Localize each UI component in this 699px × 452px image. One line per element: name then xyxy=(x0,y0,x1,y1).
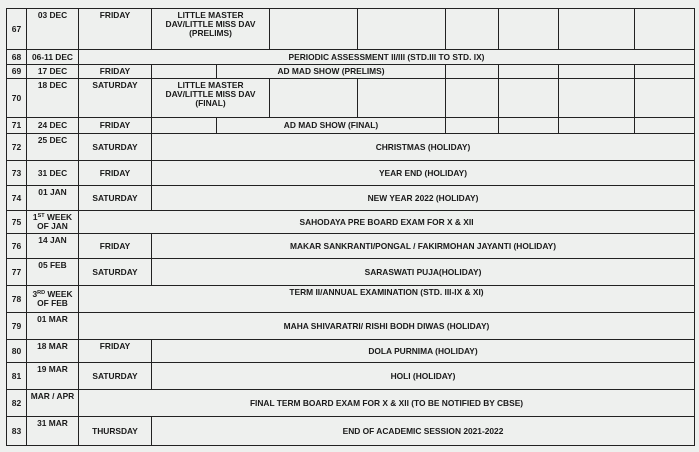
row-number: 70 xyxy=(7,79,27,118)
empty-cell xyxy=(559,118,635,134)
table-row xyxy=(7,161,695,186)
row-date: 18 DEC xyxy=(27,79,79,118)
row-number: 73 xyxy=(7,161,27,186)
row-date: 24 DEC xyxy=(27,118,79,134)
row-day: FRIDAY xyxy=(79,161,152,186)
table-row xyxy=(7,50,695,65)
date-week-text: WEEK OF JAN xyxy=(37,212,73,231)
row-day: FRIDAY xyxy=(79,9,152,50)
empty-cell xyxy=(358,79,446,118)
empty-cell xyxy=(358,9,446,50)
empty-cell xyxy=(559,79,635,118)
row-number: 81 xyxy=(7,363,27,390)
table-row xyxy=(7,390,695,417)
row-date: 06-11 DEC xyxy=(27,50,79,65)
row-number: 77 xyxy=(7,259,27,286)
row-date: 31 DEC xyxy=(27,161,79,186)
row-event: MAHA SHIVARATRI/ RISHI BODH DIWAS (HOLIDAY) xyxy=(79,313,695,340)
row-day: FRIDAY xyxy=(79,234,152,259)
academic-calendar-table xyxy=(6,8,695,446)
table-row xyxy=(7,417,695,446)
table-row xyxy=(7,363,695,390)
row-date: 01 MAR xyxy=(27,313,79,340)
row-event: AD MAD SHOW (PRELIMS) xyxy=(217,65,446,79)
row-date: 03 DEC xyxy=(27,9,79,50)
row-event: PERIODIC ASSESSMENT II/III (STD.III TO STD. IX) xyxy=(79,50,695,65)
table-row xyxy=(7,340,695,363)
row-number: 68 xyxy=(7,50,27,65)
empty-cell xyxy=(499,65,559,79)
row-number: 76 xyxy=(7,234,27,259)
row-day: FRIDAY xyxy=(79,340,152,363)
row-event: END OF ACADEMIC SESSION 2021-2022 xyxy=(152,417,695,446)
row-day: SATURDAY xyxy=(79,186,152,211)
empty-cell xyxy=(446,9,499,50)
row-event: FINAL TERM BOARD EXAM FOR X & XII (TO BE NOTIFIED BY CBSE) xyxy=(79,390,695,417)
table-row xyxy=(7,118,695,134)
date-ordinal: 1 xyxy=(32,212,38,222)
empty-cell xyxy=(499,79,559,118)
table-row xyxy=(7,79,695,118)
row-number: 69 xyxy=(7,65,27,79)
row-date: 18 MAR xyxy=(27,340,79,363)
row-day: FRIDAY xyxy=(79,65,152,79)
row-number: 71 xyxy=(7,118,27,134)
row-event: SARASWATI PUJA(HOLIDAY) xyxy=(152,259,695,286)
row-number: 74 xyxy=(7,186,27,211)
row-event: DOLA PURNIMA (HOLIDAY) xyxy=(152,340,695,363)
row-event: YEAR END (HOLIDAY) xyxy=(152,161,695,186)
empty-cell xyxy=(559,9,635,50)
row-event: MAKAR SANKRANTI/PONGAL / FAKIRMOHAN JAYANTI (HOLIDAY) xyxy=(152,234,695,259)
row-date xyxy=(27,211,79,234)
empty-cell xyxy=(446,79,499,118)
empty-cell xyxy=(270,9,358,50)
table-row xyxy=(7,234,695,259)
row-event: AD MAD SHOW (FINAL) xyxy=(217,118,446,134)
table-row xyxy=(7,286,695,313)
row-date: 01 JAN xyxy=(27,186,79,211)
empty-cell xyxy=(446,65,499,79)
row-event: LITTLE MASTER DAV/LITTLE MISS DAV (PRELIMS) xyxy=(152,9,270,50)
row-number: 82 xyxy=(7,390,27,417)
row-date: 05 FEB xyxy=(27,259,79,286)
table-row xyxy=(7,186,695,211)
empty-cell xyxy=(635,118,695,134)
date-ordinal-suffix: ST xyxy=(37,213,45,219)
row-event: TERM II/ANNUAL EXAMINATION (STD. III-IX & XI) xyxy=(79,286,695,313)
date-week-text: WEEK OF FEB xyxy=(37,289,73,308)
row-date xyxy=(27,286,79,313)
row-number: 80 xyxy=(7,340,27,363)
row-date: MAR / APR xyxy=(27,390,79,417)
row-date: 25 DEC xyxy=(27,134,79,161)
date-ordinal: 3 xyxy=(32,289,38,299)
row-number: 67 xyxy=(7,9,27,50)
table-row xyxy=(7,134,695,161)
empty-cell xyxy=(499,118,559,134)
row-date: 14 JAN xyxy=(27,234,79,259)
row-number: 72 xyxy=(7,134,27,161)
empty-cell xyxy=(635,79,695,118)
table-row xyxy=(7,211,695,234)
row-day: SATURDAY xyxy=(79,259,152,286)
row-day: SATURDAY xyxy=(79,363,152,390)
row-date: 19 MAR xyxy=(27,363,79,390)
empty-cell xyxy=(499,9,559,50)
table-row xyxy=(7,65,695,79)
row-date: 17 DEC xyxy=(27,65,79,79)
row-event: SAHODAYA PRE BOARD EXAM FOR X & XII xyxy=(79,211,695,234)
row-event: NEW YEAR 2022 (HOLIDAY) xyxy=(152,186,695,211)
row-number: 78 xyxy=(7,286,27,313)
row-event: CHRISTMAS (HOLIDAY) xyxy=(152,134,695,161)
row-day: SATURDAY xyxy=(79,79,152,118)
empty-cell xyxy=(152,118,217,134)
empty-cell xyxy=(559,65,635,79)
row-day: THURSDAY xyxy=(79,417,152,446)
row-event: LITTLE MASTER DAV/LITTLE MISS DAV (FINAL) xyxy=(152,79,270,118)
row-number: 79 xyxy=(7,313,27,340)
row-event: HOLI (HOLIDAY) xyxy=(152,363,695,390)
table-row xyxy=(7,313,695,340)
empty-cell xyxy=(635,65,695,79)
empty-cell xyxy=(270,79,358,118)
empty-cell xyxy=(152,65,217,79)
row-number: 83 xyxy=(7,417,27,446)
date-ordinal-suffix: RD xyxy=(37,290,46,296)
row-day: SATURDAY xyxy=(79,134,152,161)
table-row xyxy=(7,259,695,286)
row-date: 31 MAR xyxy=(27,417,79,446)
empty-cell xyxy=(446,118,499,134)
row-number: 75 xyxy=(7,211,27,234)
row-day: FRIDAY xyxy=(79,118,152,134)
table-row xyxy=(7,9,695,50)
empty-cell xyxy=(635,9,695,50)
